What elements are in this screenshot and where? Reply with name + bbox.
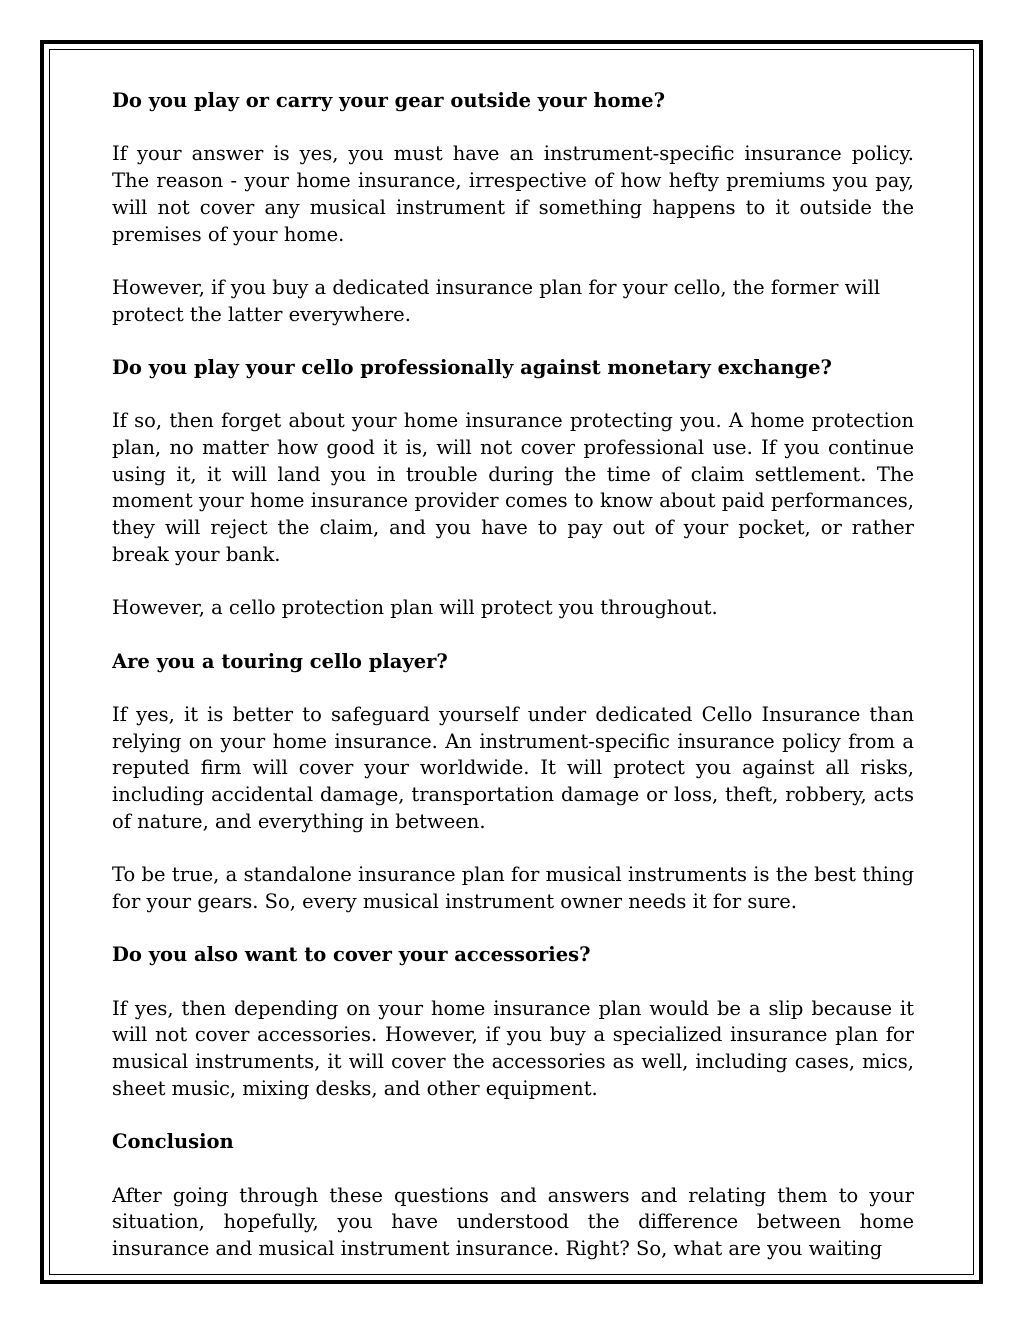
- section-heading-professional: Do you play your cello professionally against monetary exchange?: [112, 355, 832, 379]
- paragraph: However, if you buy a dedicated insurance plan for your cello, the former will protect the latter everywhere.: [112, 275, 881, 326]
- paragraph: If your answer is yes, you must have an instrument-specific insurance policy. The reason - your home insurance, irrespective of how hefty premiums you pay, will not cover any musical instrument if something happens to it outside the premises of your home.: [112, 142, 914, 246]
- paragraph: After going through these questions and answers and relating them to your situation, hopefully, you have understood the difference between home insurance and musical instrument insurance. Right? So, what are you waiting: [112, 1183, 914, 1261]
- section-heading-conclusion: Conclusion: [112, 1130, 234, 1154]
- section-heading-touring: Are you a touring cello player?: [112, 649, 448, 673]
- document-body: [112, 88, 914, 1268]
- paragraph: To be true, a standalone insurance plan for musical instruments is the best thing for your gears. So, every musical instrument owner needs it for sure.: [112, 863, 914, 913]
- paragraph: However, a cello protection plan will protect you throughout.: [112, 596, 718, 620]
- paragraph: If yes, then depending on your home insurance plan would be a slip because it will not cover accessories. However, if you buy a specialized insurance plan for musical instruments, it will cover the accessories as well, including cases, mics, sheet music, mixing desks, and other equipment.: [112, 996, 914, 1100]
- paragraph: If yes, it is better to safeguard yourself under dedicated Cello Insurance than relying on your home insurance. An instrument-specific insurance policy from a reputed firm will cover your worldwide. It will protect you against all risks, including accidental damage, transportation damage or loss, theft, robbery, acts of nature, and everything in between.: [112, 703, 914, 833]
- section-heading-gear: Do you play or carry your gear outside your home?: [112, 89, 665, 112]
- paragraph: If so, then forget about your home insurance protecting you. A home protection plan, no matter how good it is, will not cover professional use. If you continue using it, it will land you in trouble during the time of claim settlement. The moment your home insurance provider comes to know about paid performances, they will reject the claim, and you have to pay out of your pocket, or rather break your bank.: [112, 409, 914, 566]
- section-heading-accessories: Do you also want to cover your accessories?: [112, 943, 591, 967]
